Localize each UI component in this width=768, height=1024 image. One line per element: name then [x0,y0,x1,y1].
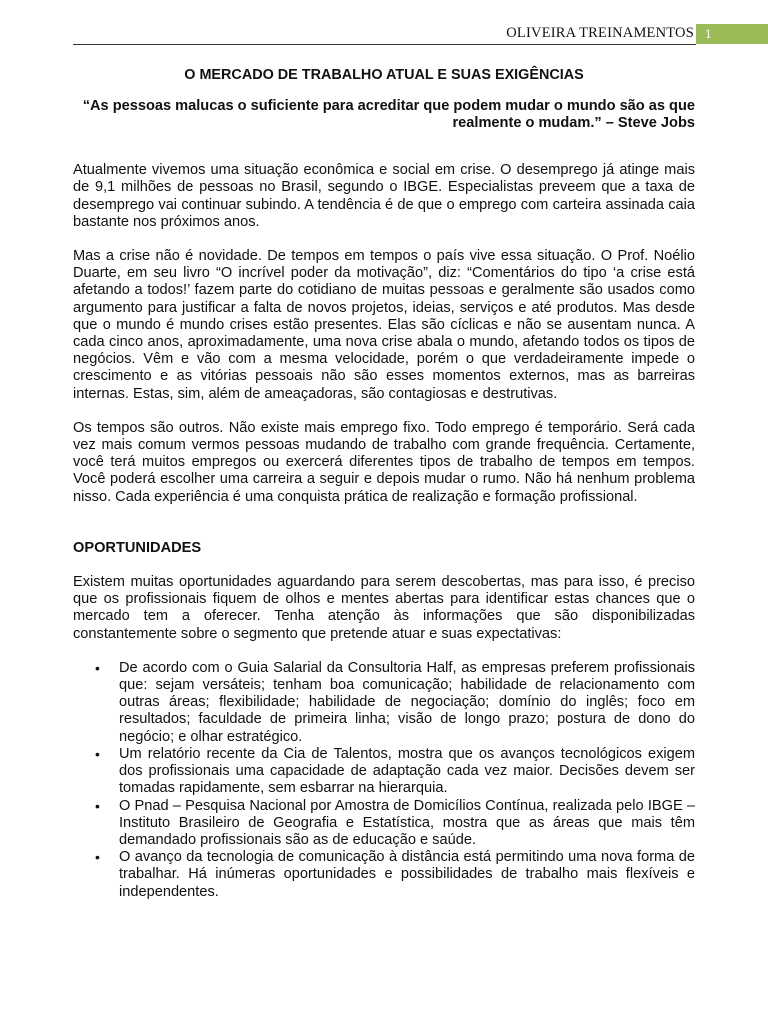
bullet-icon: • [95,849,100,866]
list-item [73,660,695,746]
paragraph: Mas a crise não é novidade. De tempos em tempos o país vive essa situação. O Prof. Noélio Duarte, em seu livro “O incrível poder da motivação”, diz: “Comentários do tipo ‘a crise está afetando a todos!’ fazem parte do cotidiano de muitas pessoas e geralmente são usados como argumento para justificar a falta de novos projetos, ideias, serviços e até produtos. Mas desde que o mundo é mundo crises estão presentes. Elas são cíclicas e não se ausentam nunca. A cada cinco anos, aproximadamente, uma nova crise abala o mundo, afetando todos os tipos de negócios. Vêm e vão com a mesma velocidade, porém o que verdadeiramente impede o crescimento e as vitórias pessoais não são esses momentos externos, mas as barreiras internas. Estas, sim, além de ameaçadoras, são contagiosas e destrutivas. [73,248,695,402]
list-item-text: De acordo com o Guia Salarial da Consultoria Half, as empresas preferem profissionais que: sejam versáteis; tenham boa comunicação; habilidade de relacionamento com outras áreas; flexibilidade; habilidade de negociação; domínio do inglês; foco em resultados; faculdade de primeira linha; visão de longo prazo; postura de dono do negócio; e olhar estratégico. [119,659,695,745]
document-title: O MERCADO DE TRABALHO ATUAL E SUAS EXIGÊNCIAS [184,67,584,83]
list-item [73,849,695,901]
paragraph: Atualmente vivemos uma situação econômica e social em crise. O desemprego já atinge mais de 9,1 milhões de pessoas no Brasil, segundo o IBGE. Especialistas preveem que a taxa de desemprego vai continuar subindo. A tendência é de que o emprego com carteira assinada caia bastante nos próximos anos. [73,162,695,230]
paragraph: Existem muitas oportunidades aguardando para serem descobertas, mas para isso, é preciso que os profissionais fiquem de olhos e mentes abertas para identificar estas chances que o mercado tem a oferecer. Tenha atenção às informações que são disponibilizadas constantemente sobre o segmento que pretende atuar e suas expectativas: [73,574,695,642]
header-divider [73,44,696,45]
paragraph: Os tempos são outros. Não existe mais emprego fixo. Todo emprego é temporário. Será cada vez mais comum vermos pessoas mudando de trabalho com grande frequência. Certamente, você terá muitos empregos ou exercerá diferentes tipos de trabalho de tempos em tempos. Você poderá escolher uma carreira a seguir e depois mudar o rumo. Não há nenhum problema nisso. Cada experiência é uma conquista prática de realização e formação profissional. [73,419,695,505]
page-header [0,24,768,44]
page-number: 1 [705,26,712,41]
bullet-list [73,660,695,901]
epigraph-quote: “As pessoas malucas o suficiente para acreditar que podem mudar o mundo são as que realmente o mudam.” – Steve Jobs [82,98,695,132]
bullet-icon: • [95,659,100,676]
bullet-icon: • [95,745,100,762]
list-item [73,746,695,798]
header-company-name: OLIVEIRA TREINAMENTOS [506,25,694,41]
bullet-icon: • [95,797,100,814]
page-number-badge [696,24,768,44]
list-item-text: O Pnad – Pesquisa Nacional por Amostra de Domicílios Contínua, realizada pelo IBGE – Instituto Brasileiro de Geografia e Estatística, mostra que as áreas que mais têm demandado profissionais são as de educação e saúde. [119,797,695,848]
list-item-text: O avanço da tecnologia de comunicação à distância está permitindo uma nova forma de trabalhar. Há inúmeras oportunidades e possibilidades de trabalho mais flexíveis e independentes. [119,849,695,900]
section-heading: OPORTUNIDADES [73,539,202,556]
list-item-text: Um relatório recente da Cia de Talentos, mostra que os avanços tecnológicos exigem dos profissionais uma capacidade de adaptação cada vez maior. Decisões devem ser tomadas rapidamente, sem esbarrar na hierarquia. [119,745,695,797]
document-body [73,62,695,901]
list-item [73,798,695,850]
